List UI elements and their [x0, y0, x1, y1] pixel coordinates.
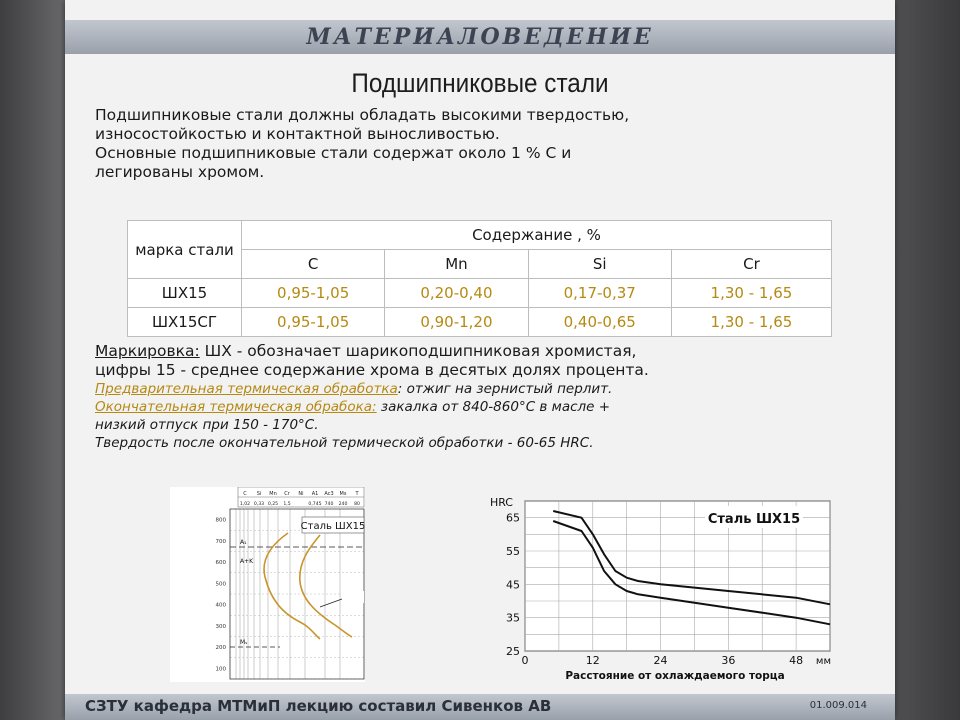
element-header: C [242, 250, 385, 279]
ttt-title: Сталь ШХ15 [300, 521, 365, 532]
content-header: Содержание , % [242, 221, 832, 250]
pre-treatment-label: Предварительная термическая обработка [95, 381, 398, 397]
ttt-y-tick: 600 [215, 560, 226, 567]
table-row [128, 308, 832, 337]
footer-code: 01.009.014 [809, 700, 867, 711]
value-cell: 1,30 - 1,65 [671, 308, 831, 337]
ttt-value-cell: 740 [324, 502, 334, 507]
intro-line: Подшипниковые стали должны обладать высокими твердостью, [95, 106, 630, 124]
element-header: Cr [671, 250, 831, 279]
pre-treatment-line [95, 380, 895, 398]
ttt-ms-label: Mₛ [240, 639, 248, 646]
marking-line2: цифры 15 - среднее содержание хрома в десятых долях процента. [95, 361, 649, 379]
final-treatment-line [95, 398, 895, 416]
value-cell: 1,30 - 1,65 [671, 279, 831, 308]
ttt-y-tick: 100 [215, 666, 226, 673]
ttt-header-cell: Mn [269, 491, 277, 497]
ttt-value-cell: 0,745 [308, 502, 322, 507]
intro-line: износостойкостью и контактной выносливостью. [95, 125, 500, 143]
grade-cell: ШХ15СГ [128, 308, 242, 337]
ttt-y-tick: 700 [215, 538, 226, 545]
table-row [128, 279, 832, 308]
composition-table [127, 220, 832, 337]
final-treatment-text: закалка от 840-860°С в масле + [376, 399, 611, 415]
ttt-header-cell: Ac3 [324, 491, 334, 497]
x-tick-label: 0 [521, 654, 529, 667]
hardness-line: Твердость после окончательной термической обработки - 60-65 HRC. [95, 435, 594, 451]
marking-line [95, 342, 895, 361]
ttt-value-cell: 1,02 [239, 502, 251, 507]
value-cell: 0,20-0,40 [385, 279, 528, 308]
ttt-a1-label: A₁ [240, 539, 247, 546]
y-tick-label: 65 [506, 511, 520, 525]
x-tick-label: 48 [789, 654, 804, 667]
ttt-diagram [170, 487, 365, 682]
ttt-value-cell: 80 [354, 502, 360, 507]
ttt-header-cell: A1 [311, 491, 319, 497]
slide [65, 0, 895, 720]
footer-bar [65, 694, 895, 720]
ttt-header-cell: C [243, 491, 247, 497]
ttt-annotation-box [342, 591, 364, 603]
value-cell: 0,95-1,05 [242, 308, 385, 337]
x-tick-label: 24 [653, 654, 668, 667]
x-tick-label: 12 [585, 654, 600, 667]
header-title: МАТЕРИАЛОВЕДЕНИЕ [306, 24, 654, 50]
value-cell: 0,90-1,20 [385, 308, 528, 337]
grade-cell: ШХ15 [128, 279, 242, 308]
value-cell: 0,95-1,05 [242, 279, 385, 308]
page-title: Подшипниковые стали [351, 68, 609, 98]
intro-line: Основные подшипниковые стали содержат около 1 % С и [95, 144, 572, 162]
hardenability-chart [485, 486, 840, 686]
footer-credit: СЗТУ кафедра МТМиП лекцию составил Сивенков АВ [85, 697, 552, 715]
x-axis-unit: мм [815, 656, 831, 667]
y-tick-label: 35 [506, 611, 520, 625]
chart-title: Сталь ШХ15 [707, 512, 801, 527]
ttt-header-cell: Cr [284, 491, 290, 497]
marking-text [95, 342, 895, 452]
ttt-y-tick: 400 [215, 602, 226, 609]
ttt-header-cell: T [355, 491, 359, 497]
ttt-y-tick: 200 [215, 645, 226, 652]
marking-text1: ШХ - обозначает шарикоподшипниковая хромистая, [199, 342, 637, 360]
ttt-header-cell: Ms [339, 491, 347, 497]
y-axis-label: HRC [489, 496, 513, 509]
value-cell: 0,40-0,65 [528, 308, 671, 337]
element-header: Si [528, 250, 671, 279]
ttt-y-tick: 800 [215, 517, 226, 524]
marking-label: Маркировка: [95, 342, 200, 360]
final-treatment-line2: низкий отпуск при 150 - 170°С. [95, 417, 319, 433]
ttt-header-cell: Ni [298, 491, 304, 497]
ttt-value-cell: 1,5 [283, 502, 291, 507]
ttt-value-cell: 240 [338, 502, 348, 507]
pre-treatment-text: : отжиг на зернистый перлит. [397, 381, 613, 397]
element-header: Mn [385, 250, 528, 279]
y-tick-label: 25 [506, 645, 520, 658]
ttt-y-tick: 500 [215, 581, 226, 588]
y-tick-label: 55 [506, 545, 520, 558]
ttt-value-cell: 0,25 [267, 502, 279, 507]
intro-line: легированы хромом. [95, 163, 265, 181]
final-treatment-label: Окончательная термическая обрабока: [95, 399, 377, 415]
x-axis-label: Расстояние от охлаждаемого торца [565, 670, 785, 682]
value-cell: 0,17-0,37 [528, 279, 671, 308]
x-tick-label: 36 [721, 654, 736, 667]
grade-header: марка стали [128, 221, 242, 279]
ttt-value-cell: 0,33 [253, 502, 265, 507]
y-tick-label: 45 [506, 578, 520, 592]
ttt-header-cell: Si [256, 491, 262, 497]
header-bar [65, 20, 895, 54]
ttt-y-tick: 300 [215, 623, 226, 630]
intro-text [95, 106, 885, 182]
ttt-ak-label: A+K [240, 558, 254, 565]
